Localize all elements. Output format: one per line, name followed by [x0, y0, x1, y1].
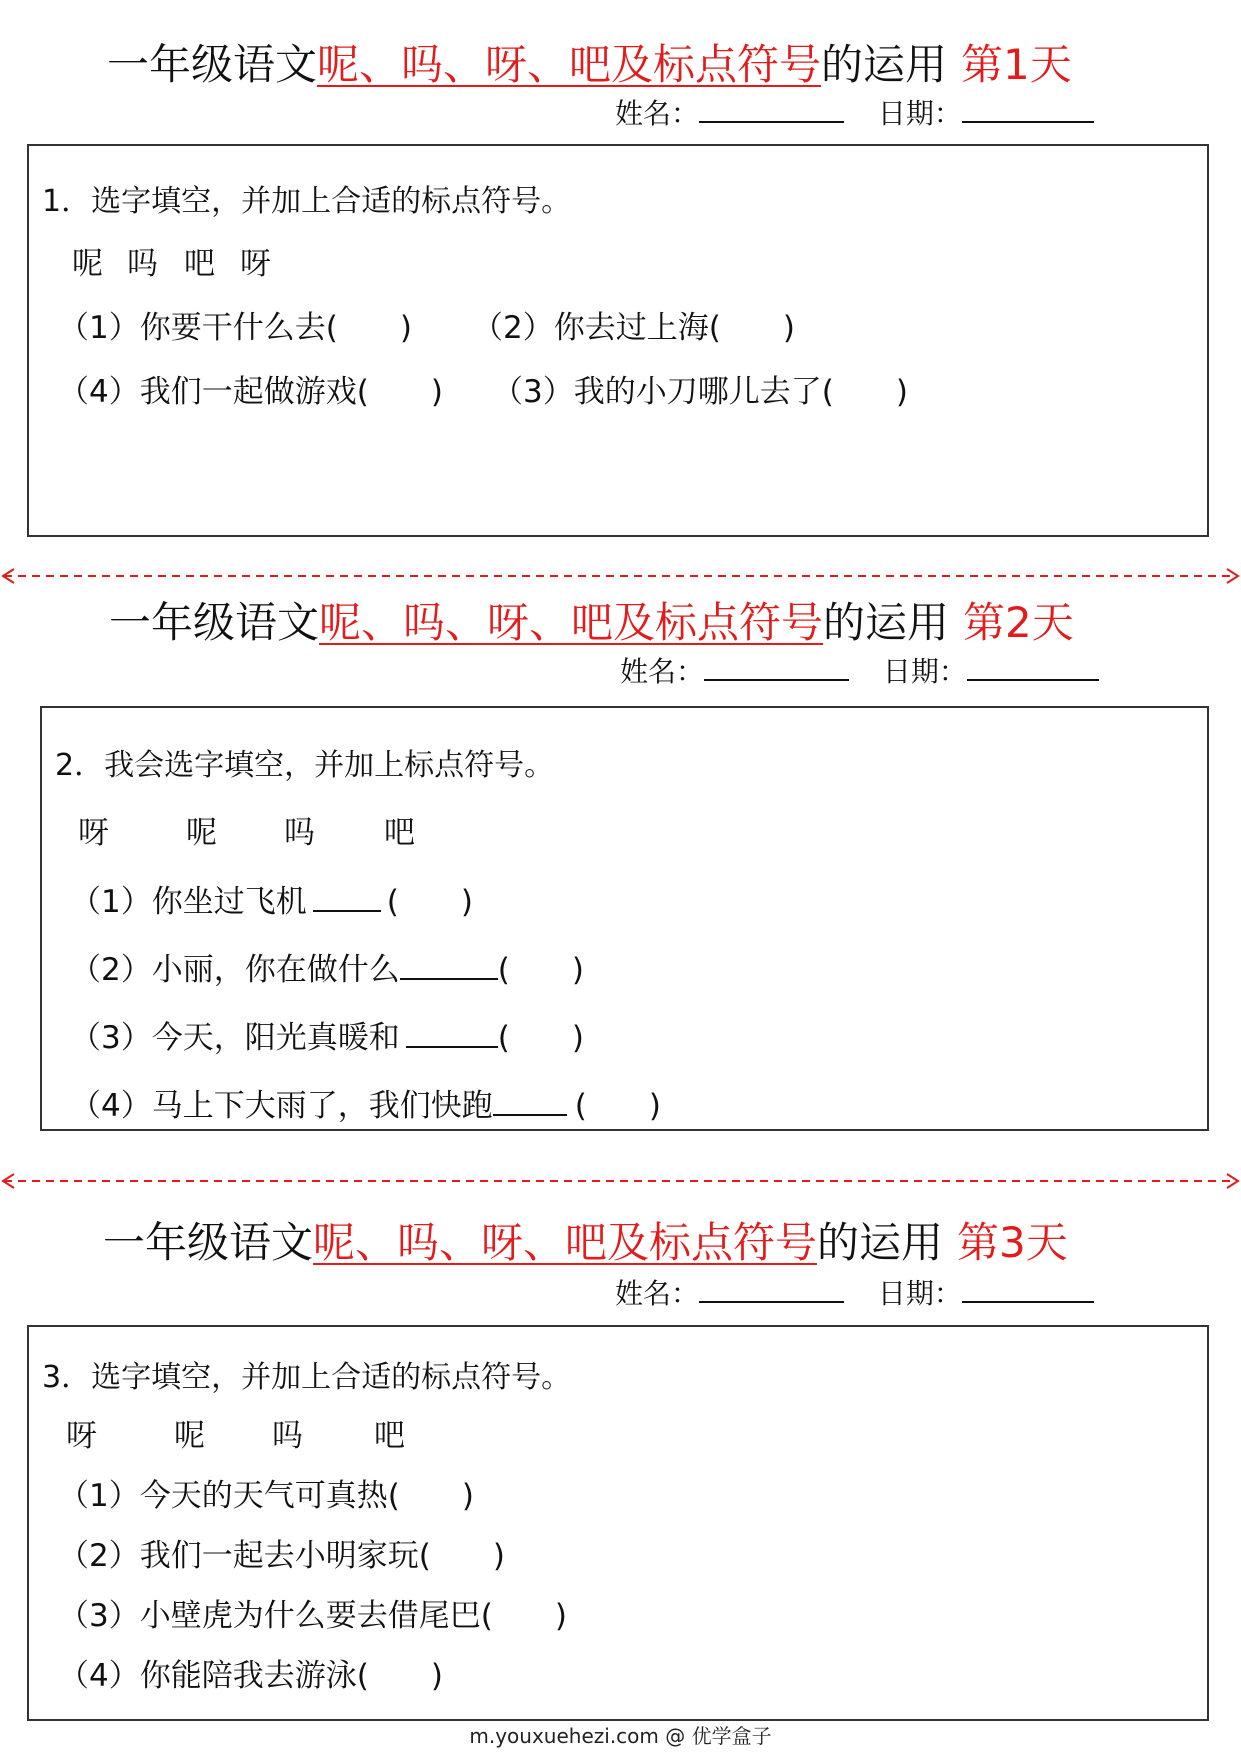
list-item[interactable]: （1）今天的天气可真热( ) [58, 1478, 474, 1514]
name-label: 姓名： [615, 1277, 700, 1310]
item-text: （1）你坐过飞机 [70, 884, 307, 920]
choice-char: 呀 [66, 1418, 97, 1454]
title-highlight: 呢、吗、呀、吧及标点符号 [317, 40, 822, 89]
list-item[interactable] [70, 944, 584, 989]
name-date-row [615, 92, 1094, 132]
choice-char: 呢 [72, 246, 103, 282]
question-1: 1．选字填空，并加上合适的标点符号。 [42, 184, 572, 219]
date-blank[interactable] [962, 99, 1094, 123]
title-highlight: 呢、吗、呀、吧及标点符号 [313, 1218, 818, 1267]
choice-char: 呢 [174, 1418, 205, 1454]
choice-char: 呢 [186, 815, 217, 851]
punct-blank[interactable]: ( ) [497, 952, 584, 988]
date-blank[interactable] [967, 657, 1099, 681]
cut-line-divider [0, 1171, 1241, 1191]
list-item[interactable]: （2）你去过上海( ) [472, 310, 795, 346]
item-text: （4）马上下大雨了，我们快跑 [70, 1088, 493, 1124]
name-label: 姓名： [620, 655, 705, 688]
list-item[interactable] [70, 876, 473, 921]
choice-char: 吧 [184, 246, 215, 282]
name-blank[interactable] [699, 1279, 844, 1303]
item-text: （2）小丽，你在做什么 [70, 952, 400, 988]
list-item[interactable]: （1）你要干什么去( ) [58, 310, 412, 346]
answer-blank[interactable] [493, 1086, 567, 1116]
name-label: 姓名： [615, 97, 700, 130]
name-date-row [620, 650, 1099, 690]
word-choices [72, 238, 271, 283]
choice-char: 呀 [240, 246, 271, 282]
question-2: 2．我会选字填空，并加上标点符号。 [55, 748, 555, 783]
name-blank[interactable] [704, 657, 849, 681]
punct-blank[interactable]: ( ) [574, 1088, 661, 1124]
section-3-title [0, 1210, 1241, 1270]
date-label: 日期： [877, 97, 962, 130]
answer-blank[interactable] [313, 882, 381, 912]
name-date-row [615, 1272, 1094, 1312]
title-suffix: 的运用 [823, 598, 950, 647]
title-highlight: 呢、吗、呀、吧及标点符号 [319, 598, 824, 647]
choice-char: 吗 [127, 246, 158, 282]
word-choices [66, 1410, 405, 1455]
choice-char: 吗 [284, 815, 315, 851]
choice-char: 呀 [78, 815, 109, 851]
date-label: 日期： [882, 655, 967, 688]
date-label: 日期： [877, 1277, 962, 1310]
title-prefix: 一年级语文 [103, 1218, 314, 1267]
title-prefix: 一年级语文 [109, 598, 320, 647]
date-blank[interactable] [962, 1279, 1094, 1303]
section-1-title [0, 32, 1241, 92]
title-prefix: 一年级语文 [107, 40, 318, 89]
title-suffix: 的运用 [821, 40, 948, 89]
list-item[interactable]: （3）小壁虎为什么要去借尾巴( ) [58, 1598, 567, 1634]
title-suffix: 的运用 [817, 1218, 944, 1267]
choice-char: 吧 [374, 1418, 405, 1454]
title-day: 第1天 [961, 40, 1072, 89]
cut-line-divider [0, 566, 1241, 586]
name-blank[interactable] [699, 99, 844, 123]
title-day: 第2天 [963, 598, 1074, 647]
word-choices [78, 807, 415, 852]
choice-char: 吧 [384, 815, 415, 851]
choice-char: 吗 [272, 1418, 303, 1454]
list-item[interactable] [70, 1012, 584, 1057]
answer-blank[interactable] [400, 950, 498, 980]
punct-blank[interactable]: ( ) [386, 884, 473, 920]
footer-watermark: m.youxuehezi.com @ 优学盒子 [469, 1724, 772, 1748]
list-item[interactable]: （4）我们一起做游戏( ) [58, 374, 443, 410]
section-2-title [0, 590, 1241, 650]
list-item[interactable]: （2）我们一起去小明家玩( ) [58, 1538, 505, 1574]
title-day: 第3天 [957, 1218, 1068, 1267]
list-item[interactable] [70, 1080, 661, 1125]
item-text: （3）今天，阳光真暖和 [70, 1020, 400, 1056]
list-item[interactable]: （4）你能陪我去游泳( ) [58, 1658, 443, 1694]
punct-blank[interactable]: ( ) [497, 1020, 584, 1056]
question-3: 3．选字填空，并加上合适的标点符号。 [42, 1360, 572, 1395]
list-item[interactable]: （3）我的小刀哪儿去了( ) [492, 374, 908, 410]
answer-blank[interactable] [406, 1018, 498, 1048]
